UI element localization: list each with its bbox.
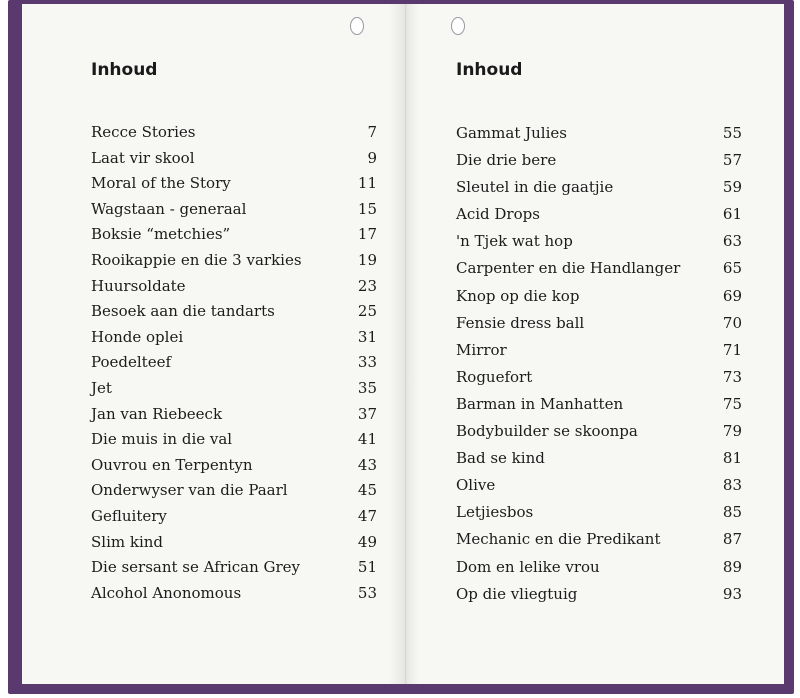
toc-entry-page-number: 79 [722,422,742,441]
toc-entry-page-number: 85 [722,503,742,522]
toc-entry [456,418,742,445]
toc-entry [456,201,742,228]
toc-entry-page-number: 73 [722,367,742,386]
punch-hole [451,17,465,35]
toc-entry [456,526,742,553]
toc-entry [91,376,377,402]
toc-entry [91,581,377,607]
toc-entry [91,197,377,223]
toc-entry-page-number: 17 [357,225,377,244]
toc-entry-title: Gammat Julies [456,124,567,142]
toc-entry-title: Die sersant se African Grey [91,558,301,577]
toc-entry-page-number: 45 [357,481,377,500]
table-of-contents-right [456,120,742,608]
toc-entry-page-number: 9 [367,148,377,167]
toc-entry-page-number: 55 [722,124,742,142]
toc-entry [91,427,377,453]
toc-entry [91,325,377,351]
toc-entry-page-number: 41 [357,430,377,449]
toc-entry-title: Jet [91,378,112,397]
toc-entry [456,147,742,174]
toc-entry-title: Knop op die kop [456,286,580,305]
toc-entry-page-number: 15 [357,199,377,218]
toc-entry-title: Onderwyser van die Paarl [91,481,288,500]
toc-entry-title: Alcohol Anonomous [91,583,242,602]
toc-entry-title: Carpenter en die Handlanger [456,259,681,278]
toc-entry [91,402,377,428]
toc-entry [91,171,377,197]
toc-entry [456,554,742,581]
toc-entry-title: Die drie bere [456,151,557,170]
toc-entry-page-number: 87 [722,530,742,549]
toc-entry [456,228,742,255]
toc-entry-title: Olive [456,476,496,495]
toc-entry-page-number: 19 [357,250,377,269]
toc-entry-page-number: 7 [367,123,377,141]
toc-entry-page-number: 43 [357,455,377,474]
toc-entry-page-number: 75 [722,394,742,413]
toc-entry [91,120,377,146]
toc-entry-page-number: 63 [722,232,742,251]
toc-entry [456,445,742,472]
toc-entry-page-number: 51 [357,558,377,577]
toc-entry-page-number: 31 [357,327,377,346]
toc-entry [456,120,742,147]
toc-entry [91,555,377,581]
toc-entry-title: Wagstaan - generaal [91,199,247,218]
toc-entry-page-number: 81 [722,449,742,468]
toc-entry-page-number: 59 [722,178,742,197]
toc-entry [91,453,377,479]
toc-entry-title: Barman in Manhatten [456,394,624,413]
toc-entry-title: Bodybuilder se skoonpa [456,422,638,441]
page-heading: Inhoud [91,60,158,80]
toc-entry-page-number: 70 [722,313,742,332]
toc-entry [456,581,742,608]
toc-entry-page-number: 11 [357,174,377,193]
left-page [22,4,406,684]
toc-entry [456,391,742,418]
toc-entry-title: Moral of the Story [91,174,231,193]
toc-entry-page-number: 89 [722,557,742,576]
toc-entry-title: Recce Stories [91,123,196,141]
toc-entry-title: Slim kind [91,532,164,551]
toc-entry-title: Gefluitery [91,506,167,525]
toc-entry-title: Sleutel in die gaatjie [456,178,614,197]
right-page [406,4,784,684]
toc-entry [456,310,742,337]
toc-entry-title: Dom en lelike vrou [456,557,600,576]
toc-entry [456,472,742,499]
toc-entry-page-number: 49 [357,532,377,551]
toc-entry-title: Fensie dress ball [456,313,585,332]
toc-entry-page-number: 93 [722,584,742,603]
toc-entry-page-number: 57 [722,151,742,170]
toc-entry-title: Mirror [456,340,507,359]
toc-entry [456,337,742,364]
toc-entry-title: Honde oplei [91,327,184,346]
toc-entry-title: Poedelteef [91,353,172,372]
toc-entry [91,146,377,172]
toc-entry-page-number: 53 [357,583,377,602]
toc-entry-title: Laat vir skool [91,148,195,167]
toc-entry [91,504,377,530]
toc-entry [91,350,377,376]
toc-entry-title: Rooikappie en die 3 varkies [91,250,302,269]
toc-entry [456,364,742,391]
table-of-contents-left [91,120,377,606]
toc-entry-page-number: 69 [722,286,742,305]
toc-entry [456,255,742,282]
toc-entry [456,499,742,526]
page-heading: Inhoud [456,60,523,80]
toc-entry-page-number: 47 [357,506,377,525]
punch-hole [350,17,364,35]
toc-entry [456,283,742,310]
toc-entry-title: 'n Tjek wat hop [456,232,573,251]
toc-entry-page-number: 71 [722,340,742,359]
toc-entry-title: Mechanic en die Predikant [456,530,661,549]
toc-entry-title: Die muis in die val [91,430,233,449]
toc-entry-page-number: 37 [357,404,377,423]
toc-entry-title: Roguefort [456,367,533,386]
toc-entry-title: Ouvrou en Terpentyn [91,455,253,474]
toc-entry-title: Letjiesbos [456,503,534,522]
toc-entry-title: Acid Drops [456,205,540,224]
toc-entry-title: Jan van Riebeeck [91,404,223,423]
toc-entry [91,478,377,504]
toc-entry [91,248,377,274]
toc-entry-title: Op die vliegtuig [456,584,578,603]
toc-entry-title: Bad se kind [456,449,545,468]
toc-entry [91,274,377,300]
toc-entry-page-number: 65 [722,259,742,278]
toc-entry-page-number: 35 [357,378,377,397]
toc-entry [91,530,377,556]
toc-entry-page-number: 61 [722,205,742,224]
toc-entry [91,222,377,248]
toc-entry-page-number: 25 [357,302,377,321]
toc-entry [456,174,742,201]
toc-entry-page-number: 33 [357,353,377,372]
toc-entry-page-number: 23 [357,276,377,295]
toc-entry [91,299,377,325]
toc-entry-title: Besoek aan die tandarts [91,302,275,321]
toc-entry-title: Huursoldate [91,276,186,295]
book-spread [8,0,794,694]
toc-entry-title: Boksie “metchies” [91,225,231,244]
toc-entry-page-number: 83 [722,476,742,495]
